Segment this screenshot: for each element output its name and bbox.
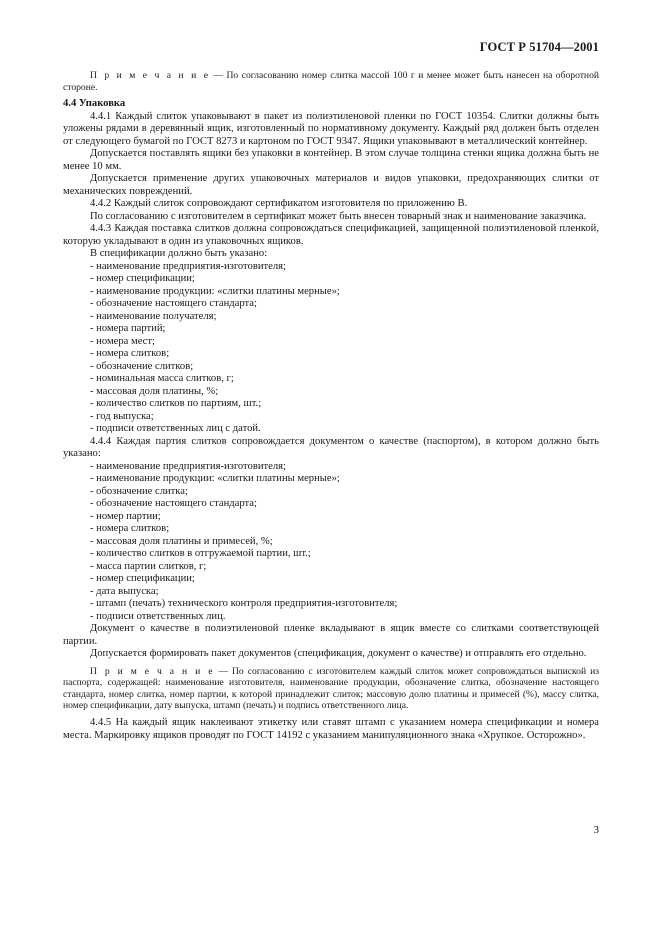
list-item: - номера партий; <box>90 323 166 335</box>
list-item: - обозначение слитков; <box>90 360 194 372</box>
list-item: - количество слитков в отгружаемой партии, шт.; <box>90 548 311 560</box>
list-item: - подписи ответственных лиц с датой. <box>90 423 261 435</box>
page-number: 3 <box>593 824 599 836</box>
list-item: - обозначение настоящего стандарта; <box>90 498 257 510</box>
list-item: - массовая доля платины, %; <box>90 385 219 397</box>
quality-document-list <box>63 461 599 624</box>
list-item: - номера мест; <box>90 335 155 347</box>
list-item: - год выпуска; <box>90 410 154 422</box>
para-4-4-3-b: В спецификации должно быть указано: <box>90 248 268 260</box>
list-item: - дата выпуска; <box>90 585 159 597</box>
list-item: - наименование предприятия-изготовителя; <box>90 260 286 272</box>
list-item: - номера слитков; <box>90 523 170 535</box>
note-2-label: П р и м е ч а н и е <box>90 665 215 677</box>
list-item: - обозначение настоящего стандарта; <box>90 298 257 310</box>
page-content <box>63 70 599 742</box>
list-item: - наименование получателя; <box>90 310 217 322</box>
list-item: - наименование продукции: «слитки платины мерные»; <box>90 285 340 297</box>
para-4-4-5: 4.4.5 На каждый ящик наклеивают этикетку или ставят штамп с указанием номера спецификации и номера места. Маркировку ящиков проводят по ГОСТ 14192 с указанием манипуляционного знака «Хрупкое. Осторожно». <box>63 717 599 741</box>
list-item: - номер спецификации; <box>90 273 195 285</box>
list-item: - номера слитков; <box>90 348 170 360</box>
list-item: - наименование предприятия-изготовителя; <box>90 460 286 472</box>
list-item: - номер партии; <box>90 510 161 522</box>
para-4-4-4-b: Документ о качестве в полиэтиленовой пленке вкладывают в ящик вместе со слитками соответствующей партии. <box>63 623 599 647</box>
para-4-4-2: 4.4.2 Каждый слиток сопровождают сертификатом изготовителя по приложению В. <box>90 198 468 210</box>
para-4-4-1: 4.4.1 Каждый слиток упаковывают в пакет из полиэтиленовой пленки по ГОСТ 10354. Слитки должны быть уложены рядами в деревянный ящик, изготовленный по нормативному документу. Каждый ряд должен быть отделен от следующего бумагой по ГОСТ 8273 и картоном по ГОСТ 9347. Ящики упаковывают в металлический контейнер. <box>63 110 599 147</box>
para-4-4-2-b: По согласованию с изготовителем в сертификат может быть внесен товарный знак и наименование заказчика. <box>90 210 587 222</box>
list-item: - масса партии слитков, г; <box>90 560 207 572</box>
list-item: - штамп (печать) технического контроля предприятия-изготовителя; <box>90 598 398 610</box>
list-item: - массовая доля платины и примесей, %; <box>90 535 273 547</box>
section-title: 4.4 Упаковка <box>63 98 126 110</box>
para-4-4-4-c: Допускается формировать пакет документов (спецификация, документ о качестве) и отправлять его отдельно. <box>90 648 587 660</box>
list-item: - наименование продукции: «слитки платины мерные»; <box>90 473 340 485</box>
para-4-4-4: 4.4.4 Каждая партия слитков сопровождается документом о качестве (паспортом), в котором должно быть указано: <box>63 435 599 460</box>
standard-header: ГОСТ Р 51704—2001 <box>479 40 599 54</box>
list-item: - подписи ответственных лиц. <box>90 610 226 622</box>
note-1-label: П р и м е ч а н и е <box>90 70 210 81</box>
note-1-text: — По согласованию номер слитка массой 100 г и менее может быть нанесен на оборотной стороне. <box>63 70 599 93</box>
list-item: - обозначение слитка; <box>90 485 188 497</box>
para-4-4-3: 4.4.3 Каждая поставка слитков должна сопровождаться спецификацией, защищенной полиэтиленовой пленкой, которую укладывают в один из упаковочных ящиков. <box>63 223 599 247</box>
list-item: - номер спецификации; <box>90 573 195 585</box>
note-2 <box>63 666 599 712</box>
para-4-4-1-c: Допускается применение других упаковочных материалов и видов упаковки, предохраняющих слитки от механических повреждений. <box>63 173 599 197</box>
note-1 <box>63 70 599 93</box>
list-item: - номинальная масса слитков, г; <box>90 373 234 385</box>
para-4-4-1-b: Допускается поставлять ящики без упаковки в контейнер. В этом случае толщина стенки ящика должна быть не менее 10 мм. <box>63 148 599 172</box>
specification-list <box>63 261 599 436</box>
list-item: - количество слитков по партиям, шт.; <box>90 398 262 410</box>
note-2-text: — По согласованию с изготовителем каждый слиток может сопровождаться выпиской из паспорта, содержащей: наименование изготовителя, наименование продукции, обозначение слитка, обозначение настоящего стандарта, номер слитка, номер партии, к которой принадлежит слиток; массовую долю платины и примесей (%), массу слитка, номер спецификации, дату выпуска, штамп (печать) и подпись ответственного лица. <box>63 665 599 712</box>
